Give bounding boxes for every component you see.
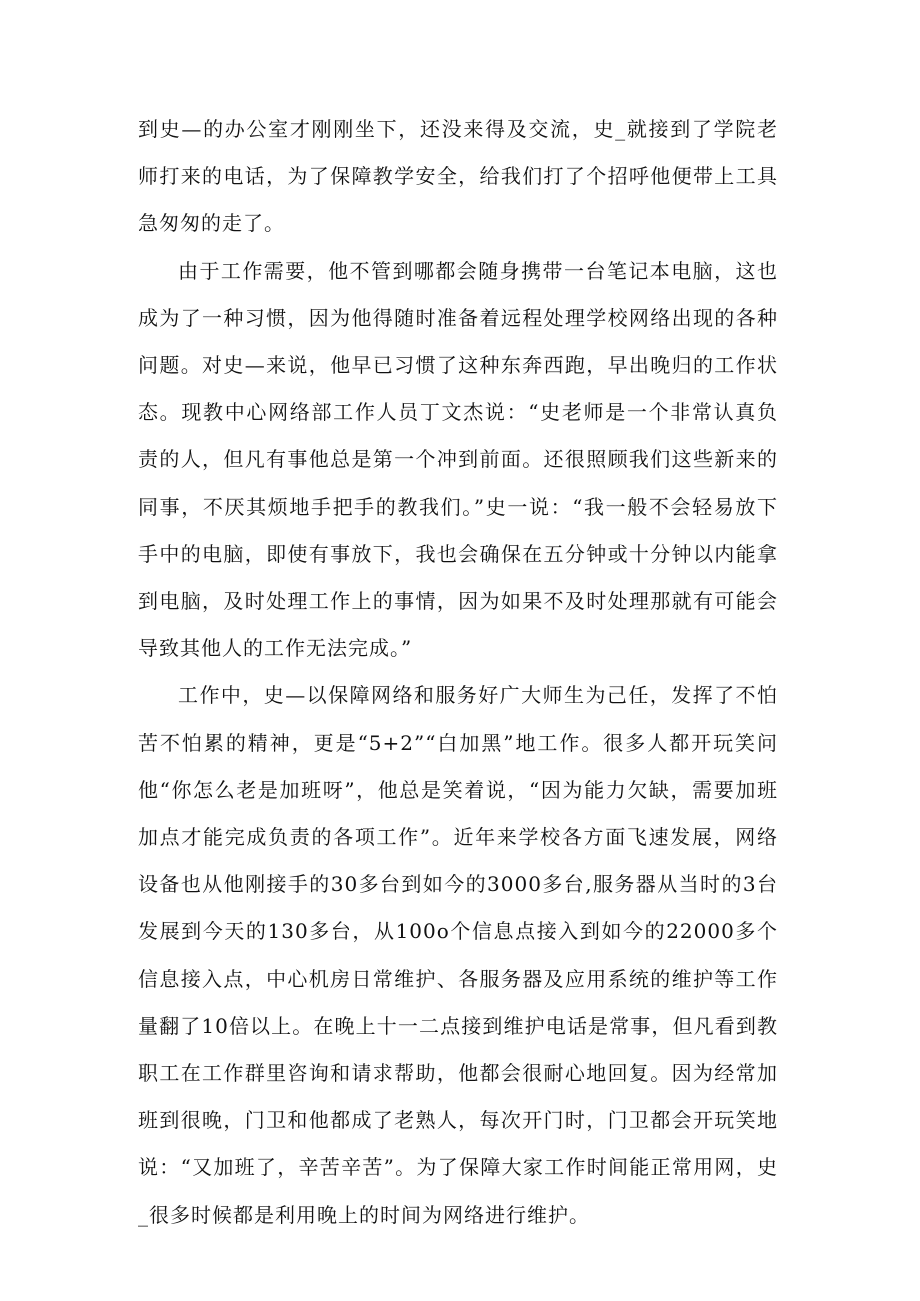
paragraph-1: 到史—的办公室才刚刚坐下，还没来得及交流，史_就接到了学院老师打来的电话，为了保障教学安全，给我们打了个招呼他便带上工具急匆匆的走了。 bbox=[138, 117, 778, 236]
document-body bbox=[138, 106, 778, 1239]
paragraph-2: 由于工作需要，他不管到哪都会随身携带一台笔记本电脑，这也成为了一种习惯，因为他得随时准备着远程处理学校网络出现的各种问题。对史—来说，他早已习惯了这种东奔西跑，早出晚归的工作状态。现教中心网络部工作人员丁文杰说：“史老师是一个非常认真负责的人，但凡有事他总是第一个冲到前面。还很照顾我们这些新来的同事，不厌其烦地手把手的教我们。”史一说：“我一般不会轻易放下手中的电脑，即使有事放下，我也会确保在五分钟或十分钟以内能拿到电脑，及时处理工作上的事情，因为如果不及时处理那就有可能会导致其他人的工作无法完成。” bbox=[138, 258, 778, 661]
paragraph-3: 工作中，史—以保障网络和服务好广大师生为己任，发挥了不怕苦不怕累的精神，更是“5+2”“白加黑”地工作。很多人都开玩笑问他“你怎么老是加班呀”，他总是笑着说，“因为能力欠缺，需要加班加点才能完成负责的各项工作”。近年来学校各方面飞速发展，网络设备也从他刚接手的30多台到如今的3000多台,服务器从当时的3台发展到今天的130多台，从100o个信息点接入到如今的22000多个信息接入点，中心机房日常维护、各服务器及应用系统的维护等工作量翻了10倍以上。在晚上十一二点接到维护电话是常事，但凡看到教职工在工作群里咨询和请求帮助，他都会很耐心地回复。因为经常加班到很晚，门卫和他都成了老熟人，每次开门时，门卫都会开玩笑地说：“又加班了，辛苦辛苦”。为了保障大家工作时间能正常用网，史_很多时候都是利用晚上的时间为网络进行维护。 bbox=[138, 683, 778, 1227]
